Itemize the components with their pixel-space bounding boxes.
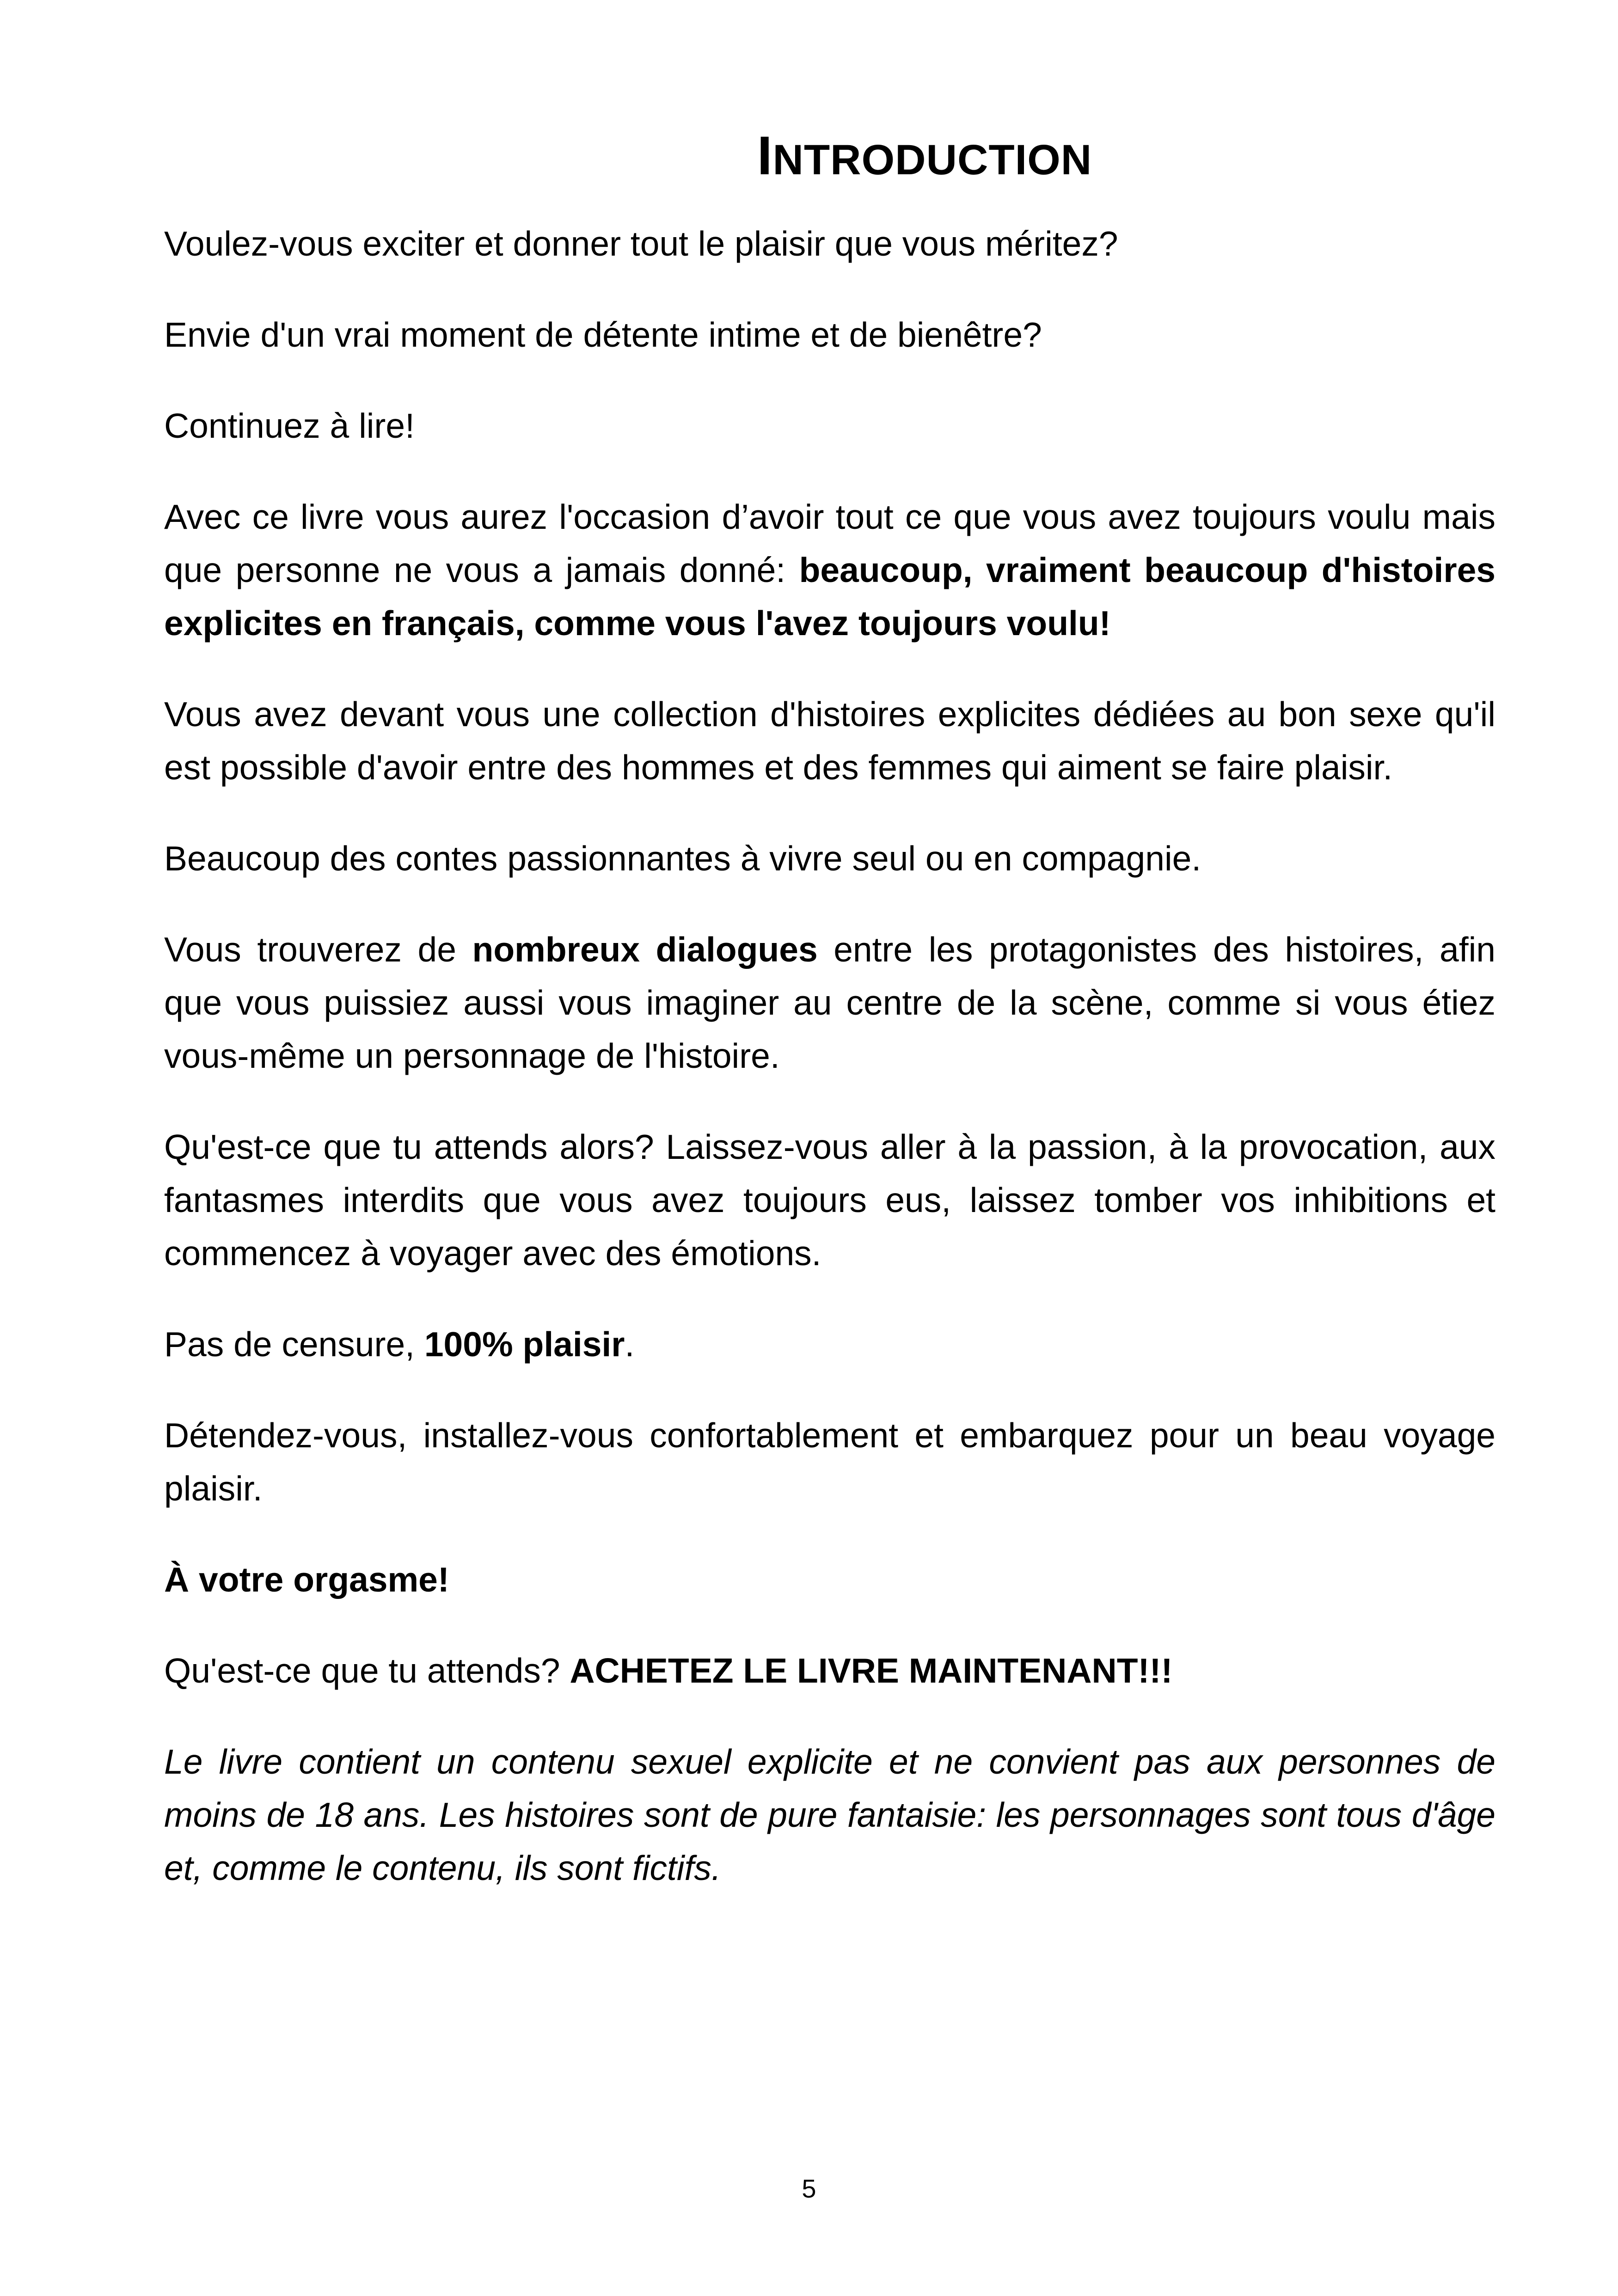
paragraph-9 (164, 1318, 1495, 1371)
paragraph-12 (164, 1644, 1495, 1697)
paragraph-8: Qu'est-ce que tu attends alors? Laissez-vous aller à la passion, à la provocation, aux fantasmes interdits que vous avez toujours eus, laissez tomber vos inhibitions et commencez à voyager avec des émotions. (164, 1127, 1495, 1273)
paragraph-11 (164, 1553, 1495, 1606)
body-text (164, 217, 1495, 1933)
paragraph-7-text-a: Vous trouverez de (164, 930, 472, 969)
paragraph-9-text-a: Pas de censure, (164, 1325, 424, 1364)
paragraph-9-bold: 100% plaisir (424, 1325, 625, 1364)
paragraph-7-text-b: entre les protagonistes des histoires, afin que vous puissiez aussi vous imaginer au centre de la scène, comme si vous étiez vous-même un personnage de l'histoire. (164, 930, 1495, 1075)
page-title (0, 121, 1618, 195)
paragraph-12-bold: ACHETEZ LE LIVRE MAINTENANT!!! (570, 1651, 1173, 1690)
title-rest: NTRODUCTION (772, 136, 1092, 184)
paragraph-3: Continuez à lire! (164, 406, 415, 445)
paragraph-1: Voulez-vous exciter et donner tout le plaisir que vous méritez? (164, 224, 1118, 263)
paragraph-4-bold: beaucoup, vraiment beaucoup d'histoires explicites en français, comme vous l'avez toujours voulu! (164, 551, 1495, 643)
paragraph-10: Détendez-vous, installez-vous confortablement et embarquez pour un beau voyage plaisir. (164, 1416, 1495, 1508)
paragraph-7-bold: nombreux dialogues (472, 930, 818, 969)
paragraph-6: Beaucoup des contes passionnantes à vivre seul ou en compagnie. (164, 839, 1201, 878)
paragraph-4-text: Avec ce livre vous aurez l'occasion d’avoir tout ce que vous avez toujours voulu mais que personne ne vous a jamais donné: (164, 497, 1495, 589)
paragraph-7 (164, 923, 1495, 1083)
paragraph-12-text: Qu'est-ce que tu attends? (164, 1651, 570, 1690)
paragraph-5: Vous avez devant vous une collection d'histoires explicites dédiées au bon sexe qu'il est possible d'avoir entre des hommes et des femmes qui aiment se faire plaisir. (164, 695, 1495, 787)
page-number: 5 (802, 2174, 816, 2203)
paragraph-11-bold: À votre orgasme! (164, 1560, 449, 1599)
paragraph-4 (164, 490, 1495, 650)
paragraph-9-text-b: . (625, 1325, 635, 1364)
title-first-letter: I (757, 125, 773, 186)
disclaimer-paragraph: Le livre contient un contenu sexuel explicite et ne convient pas aux personnes de moins de 18 ans. Les histoires sont de pure fantaisie: les personnages sont tous d'âge et, comme le contenu, ils sont fictifs. (164, 1742, 1495, 1887)
paragraph-2: Envie d'un vrai moment de détente intime et de bienêtre? (164, 315, 1042, 354)
